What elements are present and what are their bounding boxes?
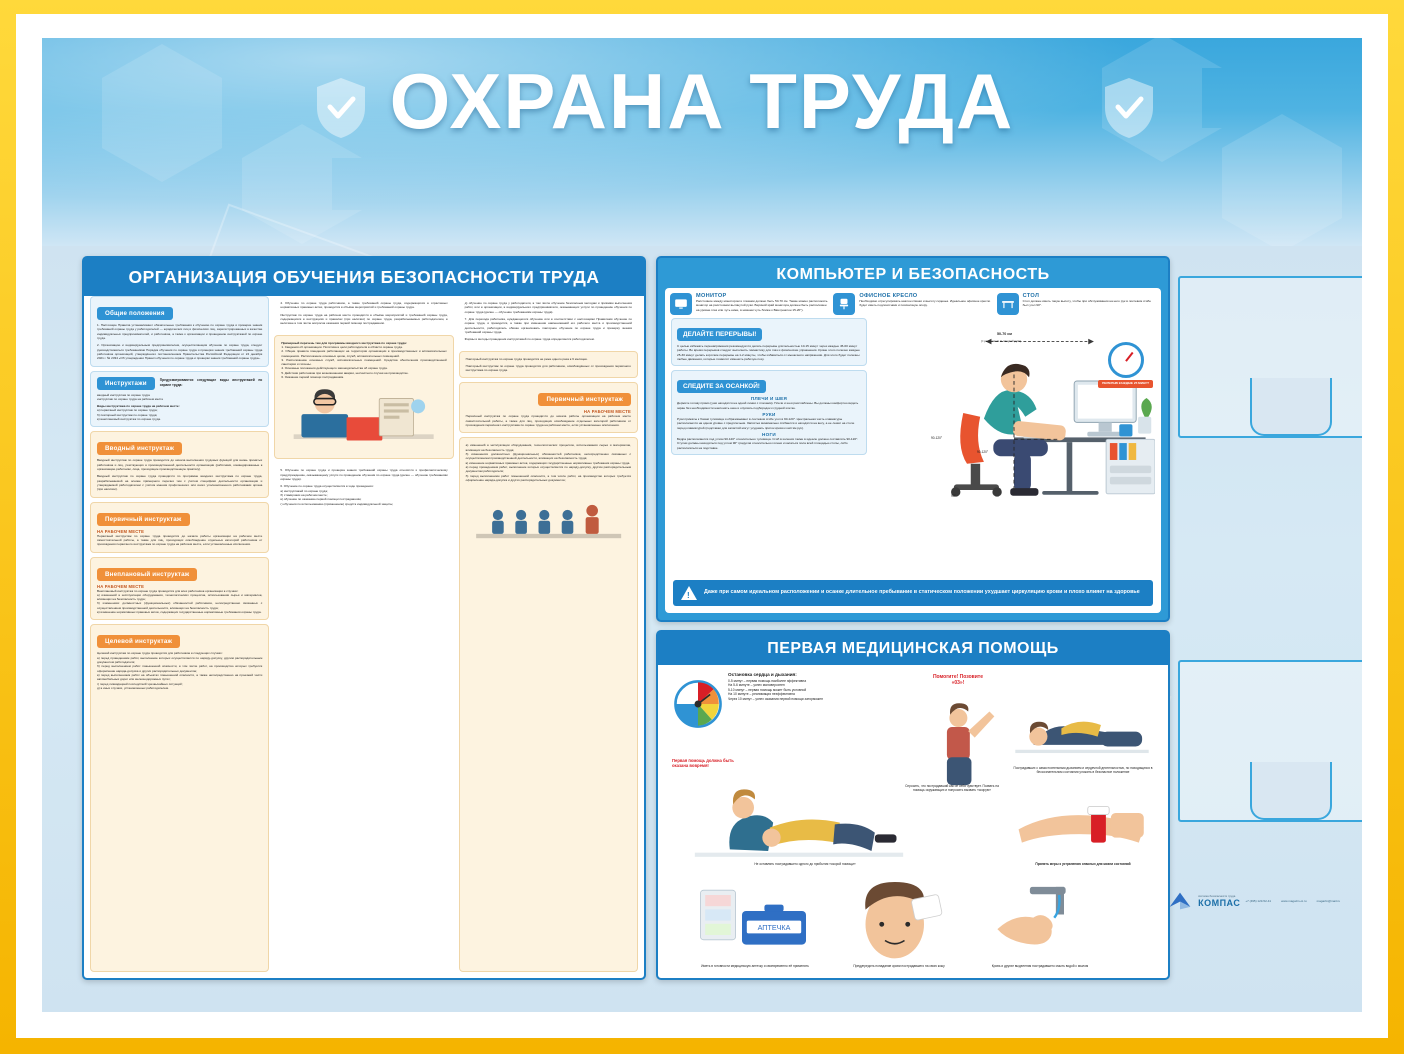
instructions-place-2: б) повторный инструктаж по охране труда; bbox=[97, 412, 158, 417]
classroom-illustration bbox=[466, 486, 631, 544]
training-column-1 bbox=[90, 296, 269, 972]
desk-icon bbox=[997, 293, 1019, 315]
training-panel-title: ОРГАНИЗАЦИЯ ОБУЧЕНИЯ БЕЗОПАСНОСТИ ТРУДА bbox=[84, 258, 644, 296]
svg-text:АПТЕЧКА: АПТЕЧКА bbox=[757, 923, 791, 933]
unscheduled-briefing-subline: НА РАБОЧЕМ МЕСТЕ bbox=[97, 583, 145, 589]
warning-icon: ! bbox=[681, 586, 697, 600]
primary-briefing-block bbox=[90, 502, 269, 553]
posture-arms-text: Руки прижаты к бокам туловища и образовывают в локтевом сгибе угол в 90-120°. Центральная часть клавиатуры располагается на одном уровне с предплечьем. Запястья минимально сгибаются и находятся на весу, а не лежат на столе перед клавиатурой (подставки для запястий могут ухудшать приток крови к кистям рук). bbox=[677, 416, 855, 430]
general-provisions-p2: 2. Организацию и индивидуальным предпринимателем, осуществляющим обучение по охране труда, следует руководствоваться требованиями Порядка обучения по охране труда и проверки знания требований охраны труда работников организаций, утверждённого постановлением Правительства Российской Федерации от 24 декабря 2021 г. № 2334 «Об утверждении Правил обучения по охране труда и проверки знания требований охраны труда». bbox=[97, 343, 263, 361]
primary-briefing-p1: Первичный инструктаж по охране труда проводится до начала работы организации на рабочем месте самостоятельной работы, а также для лиц, проходящих освобождение отдельных категорий работников от прохождения первичного инструктажа по охране труда на рабочем месте, если установленные исключения. bbox=[97, 533, 263, 547]
desk-card-text: Стол должен иметь такую высоту, чтобы при обслуживании на него рук в локтевом сгибе был угол 90°. bbox=[1022, 299, 1151, 308]
caption-recovery-position: Пострадавших с самостоятельным дыханием и сердечной деятельностью, но находящихся в бессознательном состоянии уложить в безопасное положение bbox=[1013, 766, 1153, 775]
blood-contact-illustration bbox=[840, 882, 956, 960]
target-briefing-block bbox=[90, 624, 269, 972]
chair-card-text: Необходимо отрегулировать наклон спинки и высоту сиденья. Идеальное офисное кресло будет иметь подлокотники и поясничную опору. bbox=[859, 299, 991, 308]
posture-shoulders-text: Держите голову прямо (уши находятся на одной линии с плечами). Плечи и шея расслаблены. Вы должны комфортно видеть экран без необходимости наклонять шею и опускать подбородок к грудной клетке. bbox=[677, 401, 859, 410]
posture-arms-head: РУКИ bbox=[762, 411, 776, 417]
primary-briefing-badge-right: Первичный инструктаж bbox=[538, 393, 631, 406]
break-timer bbox=[1098, 342, 1153, 388]
target-briefing-p4: в) перед выполнением работ на объектах повышенной опасности, а также непосредственно на проезжей части автомобильных дорог или железнодорожных путях; bbox=[97, 672, 263, 682]
col3-p1: д) обучение по охране труда у работодателя, в том числе обучение безопасным методам и приёмам выполнения работ, или в организации, в индивидуального предпринимателя, оказывающих услуги по проведению обучения по охране труда (далее — обучение требованиям охраны труда). bbox=[464, 301, 632, 314]
angle-label-2: 90-120° bbox=[977, 450, 989, 454]
training-column-3 bbox=[459, 296, 638, 972]
col3-bottom-p5: б) перед выполнением работ повышенной опасности, в том числе работ, на производство которых требуется оформление наряда-допуска и других распорядительных документов; bbox=[465, 473, 631, 482]
break-block bbox=[671, 318, 867, 366]
logo-title: КОМПАС bbox=[1198, 898, 1241, 908]
instructions-place-intro: Виды инструктажа по охране труда на рабочем месте: bbox=[97, 404, 180, 409]
target-briefing-p1: Целевой инструктаж по охране труда проводится для работников в следующих случаях: bbox=[97, 651, 223, 656]
target-briefing-p6: д) в иных случаях, установленных работодателем. bbox=[97, 685, 169, 690]
brochure-pocket-2[interactable] bbox=[1178, 660, 1362, 822]
program-topic-6: 6. Оказание первой помощи пострадавшим. bbox=[281, 375, 345, 380]
target-briefing-p3: б) перед выполнением работ повышенной опасности, в том числе работ, на производство которых требуется оформление наряда-допуска и других распорядительных документов; bbox=[97, 664, 263, 673]
col2-bottom-p6: г) обучения по использованию (применению) средств индивидуальной защиты; bbox=[280, 501, 394, 506]
recovery-position-illustration bbox=[1012, 694, 1152, 766]
col2-bottom-p4: б) стажировки на рабочем месте; bbox=[280, 492, 328, 497]
company-logo bbox=[1167, 890, 1340, 912]
first-aid-kit-illustration bbox=[694, 878, 814, 960]
footer-contacts bbox=[1245, 899, 1340, 903]
angle-label-3: 90° bbox=[951, 494, 956, 498]
column2-top-text bbox=[274, 296, 453, 331]
unscheduled-briefing-block bbox=[90, 557, 269, 621]
cardiac-item-1: 0-5 минут – первая помощь наиболее эффективна bbox=[728, 679, 807, 683]
intro-briefing-p2: Вводный инструктаж по охране труда проводится по программе вводного инструктажа по охране труда, разрабатываемой на основе примерного перечня тем с учётом специфики деятельности организации и утверждаемой работодателем с учётом мнения профсоюзного или иного уполномоченного работниками органа (при наличии). bbox=[97, 474, 263, 492]
cardiac-item-3: 5-10 минут – первая помощь может быть условной bbox=[728, 687, 807, 692]
instructions-type-2: инструктаж по охране труда на рабочем месте bbox=[97, 396, 164, 401]
caption-keep-kit-ready: Иметь в готовности медицинскую аптечку и своевременно её применять bbox=[701, 964, 809, 968]
first-aid-inner bbox=[664, 666, 1162, 972]
primary-briefing-subline: НА РАБОЧЕМ МЕСТЕ bbox=[97, 528, 145, 534]
col3-p2: 7. Для перехода работника, нуждающегося обучение или в соответствии с настоящими Правилами обучение по охране труда, и проводится, а также при изменении наименований его рабочего места и производственной деятельности, работодатель обязан организовать повторное обучение по охране труда и проверку знания требований охраны труда. bbox=[464, 316, 632, 334]
page-title: ОХРАНА ТРУДА bbox=[389, 57, 1015, 145]
angle-label-1: 90-120° bbox=[931, 436, 943, 440]
monitor-card bbox=[670, 293, 829, 315]
caption-do-not-leave: Не оставлять пострадавшего одного до прибытия «скорой помощи» bbox=[754, 862, 856, 866]
col2-bottom-p2: 6. Обучение по охране труда осуществляется в ходе проведения: bbox=[280, 484, 374, 489]
first-aid-panel-title: ПЕРВАЯ МЕДИЦИНСКАЯ ПОМОЩЬ bbox=[658, 632, 1168, 665]
monitor-card-text: Расстояние между монитором и глазами должно быть 50-70 см. Также можно расположить монитор на расстоянии вытянутой руки. Верхний край монитора должен быть расположен на уровне глаз или чуть ниже, в нижнем чуть ближе к Вам (наклон 15-20°). bbox=[696, 299, 828, 312]
desk-card-title: СТОЛ bbox=[1022, 293, 1040, 299]
target-briefing-p5: г) перед ликвидацией последствий чрезвычайных ситуаций; bbox=[97, 681, 183, 686]
intro-briefing-block bbox=[90, 431, 269, 497]
desk-card bbox=[997, 293, 1156, 315]
first-aid-on-time-note: Первая помощь должна быть оказана вовремя! bbox=[672, 758, 734, 769]
posture-shoulders-head: ПЛЕЧИ И ШЕЯ bbox=[750, 396, 788, 402]
footer-phone: +7 (495) 123-52-41 bbox=[1245, 899, 1272, 903]
instructions-badge: Инструктажи bbox=[97, 377, 155, 390]
caption-ask-victim: Спросить, что пострадавший как он себя чувствует. Позвать на помощь окружающих и попросить вызвать «скорую» bbox=[905, 784, 999, 793]
brochure-pocket-1[interactable] bbox=[1178, 276, 1362, 438]
column3-top bbox=[459, 296, 638, 347]
monitor-distance-label: 50-70 см bbox=[997, 332, 1012, 336]
chair-card-title: ОФИСНОЕ КРЕСЛО bbox=[859, 293, 918, 299]
primary-briefing-badge: Первичный инструктаж bbox=[97, 513, 190, 526]
column3-bottom bbox=[459, 437, 638, 972]
general-provisions-badge: Общие положения bbox=[97, 307, 173, 320]
compass-icon bbox=[1167, 890, 1193, 912]
cardiac-title: Остановка сердца и дыхания: bbox=[728, 672, 797, 677]
repeat-briefing-p2: Повторный инструктаж по охране труда проводится для работников, освобождённых от прохождения первичного инструктажа по охране труда. bbox=[465, 363, 631, 373]
break-title: ДЕЛАЙТЕ ПЕРЕРЫВЫ! bbox=[677, 328, 762, 341]
training-column-2 bbox=[274, 296, 453, 972]
target-briefing-p2: а) перед проведением работ, выполнение которых осуществляется по наряду-допуску, другим распорядительным документом работодателя; bbox=[97, 655, 263, 664]
training-panel-content bbox=[90, 296, 638, 972]
posture-legs-head: НОГИ bbox=[762, 431, 776, 437]
inner-white-frame bbox=[16, 14, 1388, 1038]
call-help-text: Помогите! Позовите «03»! bbox=[932, 674, 984, 687]
instructions-place-3: в) внеплановый инструктаж по охране труда. bbox=[97, 417, 161, 422]
cardiac-item-5: Через 10 минут – успех оказания первой помощи заторможен bbox=[728, 696, 823, 701]
general-provisions-block bbox=[90, 296, 269, 367]
program-topic-1: 1. Сведения об организации. Политика в цели работодателя в области охраны труда. bbox=[281, 344, 403, 349]
computer-panel-title: КОМПЬЮТЕР И БЕЗОПАСНОСТЬ bbox=[776, 266, 1050, 283]
col3-bottom-p1: а) изменений в эксплуатации оборудования, технологических процессов, использования сырья и материалов, влияющих на безопасность труда; bbox=[465, 443, 631, 452]
calling-person-illustration bbox=[910, 700, 1010, 790]
unscheduled-briefing-p4: в) изменение нормативных правовых актов, содержащих государственные нормативные требования охраны труда. bbox=[97, 610, 262, 615]
col3-bottom-p4: а) перед проведением работ, выполнение которых осуществляется по наряду-допуску, другим распорядительным документом работодателя; bbox=[465, 464, 631, 474]
posture-legs-text: Бёдра располагаются под углом 90-120° относительно туловища. Сгиб в коленях также в идеале должен составлять 90-120°. Ступни должны находиться под углом 90° градусов относительно голени и касаться пола всей площадью стопы, либо располагаться на подставке. bbox=[677, 436, 859, 450]
program-topic-4: 4. Основные положения действующего законодательства об охране труда. bbox=[281, 366, 388, 371]
col2-p2: Инструктаж по охране труда на рабочем месте проводится в объёме мероприятий и требований охраны труда, содержащихся в инструкциях и правилах (при наличии) по охране труда, разрабатываемых работодателем, в величине в том числе вопросов оказания первой помощи пострадавшим. bbox=[280, 312, 448, 326]
col3-p3: Формы и методы проведения инструктажей по охране труда определяются работодателем. bbox=[464, 337, 595, 342]
col3-bottom-p2: б) изменениях должностных (функциональных) обязанностей работников, непосредственно связанных с осуществлением производственной деятельности, влияющих на безопасность труда; bbox=[465, 452, 631, 461]
instructions-place-1: а) первичный инструктаж по охране труда; bbox=[97, 408, 158, 413]
footer-site[interactable]: www.magazin-ot.ru bbox=[1281, 899, 1307, 903]
posture-title: СЛЕДИТЕ ЗА ОСАНКОЙ! bbox=[677, 380, 766, 393]
col2-p1: 4. Обучение по охране труда работников, а также требований охраны труда, содержащихся в отраслевых нормативных правовых актах, проводится в объёме мероприятий и требований охраны труда. bbox=[280, 301, 448, 310]
tourniquet-illustration bbox=[1012, 784, 1152, 860]
computer-warning-text: Даже при самом идеальном расположении и осанке длительное пребывание в статическом положении ухудшает циркуляцию крови и плохо влияет на здоровье bbox=[704, 589, 1140, 596]
computer-safety-panel bbox=[656, 256, 1170, 622]
instructions-intro: Предусматриваются следующие виды инструктажей по охране труда: bbox=[159, 378, 263, 387]
col3-bottom-p3: в) изменение нормативных правовых актов, содержащих государственные нормативные требования охраны труда. bbox=[465, 460, 631, 465]
repeat-briefing-p1: Повторный инструктаж по охране труда проводится не реже одного раза в 6 месяцев. bbox=[465, 356, 588, 361]
workplace-illustration bbox=[873, 318, 1155, 523]
unscheduled-briefing-p1: Внеплановый инструктаж по охране труда проводится для всех работников организации в случаях: bbox=[97, 588, 239, 593]
program-topics-title: Примерный перечень тем для программы вводного инструктажа по охране труда: bbox=[281, 340, 407, 345]
monitor-card-title: МОНИТОР bbox=[696, 293, 727, 299]
target-briefing-badge: Целевой инструктаж bbox=[97, 635, 180, 648]
primary-briefing-right-text: Первичный инструктаж по охране труда проводится до начала работы организации на рабочем месте самостоятельной работы, а также для лиц, проходящих освобождение отдельных категорий работников от прохождения первичного инструктажа по охране труда на рабочем месте, если установленные исключения. bbox=[465, 414, 631, 428]
program-topics-block bbox=[274, 335, 453, 460]
chair-icon bbox=[833, 293, 855, 315]
col2-bottom-p1: 5. Обучение по охране труда и проверка знания требований охраны труда относится к профилактическому предупреждению, оказывающему услуги по проведению обучения по охране труда (далее — обучение требованиям охраны труда). bbox=[280, 468, 448, 481]
instructions-type-1: вводный инструктаж по охране труда bbox=[97, 392, 150, 397]
teacher-illustration bbox=[281, 383, 446, 453]
intro-briefing-badge: Вводный инструктаж bbox=[97, 442, 182, 455]
cpr-illustration bbox=[694, 766, 904, 866]
footer-email[interactable]: magazin@mail.ru bbox=[1316, 899, 1340, 903]
information-stand bbox=[42, 38, 1362, 1012]
unscheduled-briefing-p2: а) изменений в эксплуатации оборудования, технологических процессов, использования сырья и материалов, влияющих на безопасность труда; bbox=[97, 592, 263, 602]
cardiac-arrest-block bbox=[672, 672, 922, 701]
program-topic-2: 2. Общие правила поведения работающих на территории организации в производственных и вспомогательных помещениях. Расположение основных цехов, служб, вспомогательных помещений. bbox=[281, 349, 447, 358]
cardiac-item-2: На 5-6 минуте – успех маловероятен bbox=[728, 683, 785, 688]
column2-bottom-text bbox=[274, 463, 453, 972]
primary-briefing-block-right bbox=[459, 382, 638, 433]
intro-briefing-p1: Вводный инструктаж по охране труда проводится до начала выполнения трудовых функций для вновь принятых работников и лиц, участвующих в производственной деятельности организации (работники, командированные в организацию работники, лица, проходящие производственную практику). bbox=[97, 458, 263, 471]
training-organization-panel bbox=[82, 256, 646, 980]
monitor-icon bbox=[670, 293, 692, 315]
logo-subtitle: система безопасности труда bbox=[1198, 894, 1236, 898]
monitor-distance-sublabel: (= расстоянии вытянутой руки) bbox=[981, 339, 1022, 343]
col2-bottom-p3: а) инструктажей по охране труда; bbox=[280, 488, 328, 493]
cardiac-clock-icon bbox=[672, 678, 724, 730]
break-timer-label: ПЕРЕРЫВ КАЖДЫЕ 25 МИНУТ bbox=[1098, 380, 1153, 388]
break-text: С целью избежать перенапряжения рекомендуется делать перерывы длительностью 10-15 минут через каждые 45-60 минут работы. Во время перерывов следует выполнить гимнастику для глаз и физические упражнения. Кроме этого полезно каждые 25-30 минут делать короткие перерывы на 1-2 минуты, чтобы избавиться от мышечного напряжения. Для этого будет полезны любые движения, которые позволят изменить рабочую позу. bbox=[677, 344, 860, 361]
general-provisions-p1: 1. Настоящие Правила устанавливают обязательные требования к обучению по охране труда и проверке знания требований охраны труда у работодателей — юридических лиц и физических лиц, зарегистрированных в качестве индивидуальных предпринимателей, и работников, а также к организации и проведению инструктажей по охране труда. bbox=[97, 323, 263, 340]
primary-briefing-subline-right: НА РАБОЧЕМ МЕСТЕ bbox=[583, 409, 631, 415]
unscheduled-briefing-badge: Внеплановый инструктаж bbox=[97, 568, 197, 581]
caption-wash-blood: Кровь и другие выделения пострадавшего смыть водой с мылом bbox=[991, 964, 1089, 968]
repeat-briefing-block bbox=[459, 351, 638, 379]
caption-prevent-blood: Предупредить попадание крови пострадавшего на свою кожу bbox=[853, 964, 945, 968]
wash-hands-illustration bbox=[980, 882, 1096, 960]
computer-warning-bar bbox=[673, 580, 1153, 606]
computer-panel-inner bbox=[665, 288, 1161, 613]
computer-cards-row bbox=[665, 288, 1161, 318]
cardiac-item-4: На 10 минуте – реанимация неэффективна bbox=[728, 692, 795, 697]
instructions-block bbox=[90, 371, 269, 428]
program-topic-3: 3. Расположение основных служб, вспомогательных помещений. Средства обеспечения производственной санитарии и гигиены. bbox=[281, 357, 447, 367]
col2-bottom-p5: в) обучение по оказанию первой помощи пострадавшим; bbox=[280, 497, 362, 502]
chair-card bbox=[833, 293, 992, 315]
posture-block bbox=[671, 370, 867, 455]
computer-text-column bbox=[671, 318, 867, 523]
caption-remove-danger: Принять меры к устранению опасных для жизни состояний bbox=[1035, 862, 1131, 866]
program-topic-5: 5. Действия работников при возникновении аварии, несчастного случая на производстве. bbox=[281, 370, 409, 375]
first-aid-panel bbox=[656, 630, 1170, 980]
unscheduled-briefing-p3: б) изменениях должностных (функциональных) обязанностей работников, непосредственно связанных с осуществлением производственной деятельности, влияющих на безопасность труда; bbox=[97, 601, 263, 610]
